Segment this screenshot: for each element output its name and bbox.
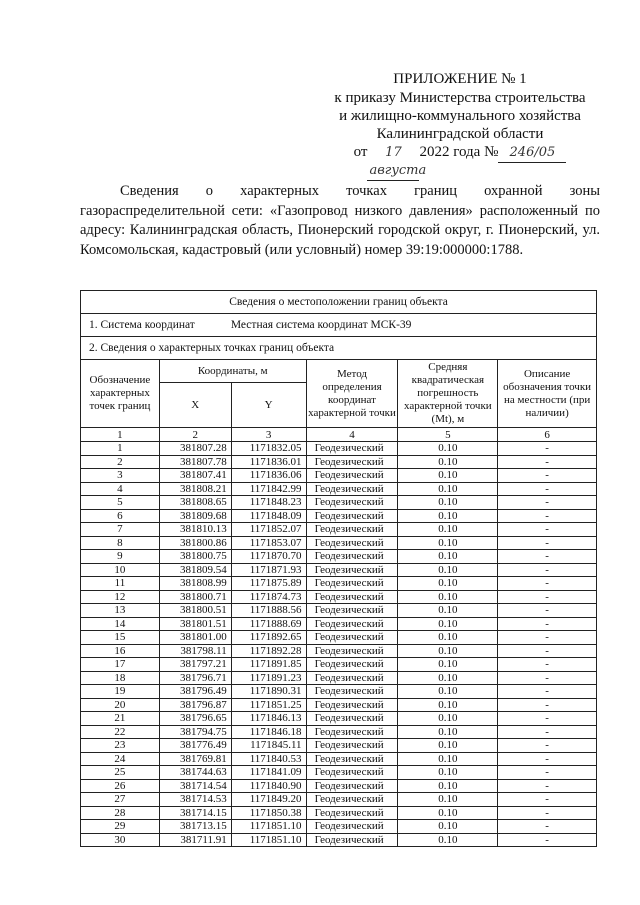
- col-coords-header: Координаты, м: [159, 360, 306, 383]
- method-cell: Геодезический: [306, 617, 398, 631]
- col-desc-header: Описание обозначения точки на местности (при наличии): [498, 360, 597, 428]
- point-id-cell: 28: [81, 806, 160, 820]
- col-error-header: Средняя квадратическая погрешность характерной точки (Mt), м: [398, 360, 498, 428]
- error-cell: 0.10: [398, 685, 498, 699]
- description-cell: -: [498, 685, 597, 699]
- error-cell: 0.10: [398, 752, 498, 766]
- method-cell: Геодезический: [306, 766, 398, 780]
- x-coord-cell: 381808.99: [159, 577, 231, 591]
- x-coord-cell: 381810.13: [159, 523, 231, 537]
- x-coord-cell: 381807.78: [159, 455, 231, 469]
- error-cell: 0.10: [398, 482, 498, 496]
- description-cell: -: [498, 644, 597, 658]
- description-cell: -: [498, 469, 597, 483]
- description-cell: -: [498, 496, 597, 510]
- table-row: [81, 604, 597, 618]
- x-coord-cell: 381807.41: [159, 469, 231, 483]
- description-cell: -: [498, 820, 597, 834]
- error-cell: 0.10: [398, 469, 498, 483]
- table-row: [81, 658, 597, 672]
- x-coord-cell: 381714.53: [159, 793, 231, 807]
- table-row: [81, 563, 597, 577]
- description-cell: -: [498, 509, 597, 523]
- table-row: [81, 550, 597, 564]
- error-cell: 0.10: [398, 455, 498, 469]
- table-row: [81, 698, 597, 712]
- method-cell: Геодезический: [306, 604, 398, 618]
- y-coord-cell: 1171875.89: [231, 577, 306, 591]
- error-cell: 0.10: [398, 590, 498, 604]
- description-cell: -: [498, 523, 597, 537]
- description-cell: -: [498, 806, 597, 820]
- error-cell: 0.10: [398, 779, 498, 793]
- description-cell: -: [498, 671, 597, 685]
- description-cell: -: [498, 712, 597, 726]
- table-row: [81, 779, 597, 793]
- y-coord-cell: 1171888.56: [231, 604, 306, 618]
- method-cell: Геодезический: [306, 496, 398, 510]
- table-row: [81, 442, 597, 456]
- method-cell: Геодезический: [306, 550, 398, 564]
- description-cell: -: [498, 577, 597, 591]
- table-row: [81, 455, 597, 469]
- table-row: [81, 631, 597, 645]
- error-cell: 0.10: [398, 820, 498, 834]
- col-number: 6: [498, 428, 597, 442]
- method-cell: Геодезический: [306, 671, 398, 685]
- table-row: [81, 577, 597, 591]
- error-cell: 0.10: [398, 631, 498, 645]
- x-coord-cell: 381801.00: [159, 631, 231, 645]
- table-row: [81, 644, 597, 658]
- point-id-cell: 27: [81, 793, 160, 807]
- x-coord-cell: 381796.65: [159, 712, 231, 726]
- x-coord-cell: 381809.68: [159, 509, 231, 523]
- point-id-cell: 15: [81, 631, 160, 645]
- x-coord-cell: 381796.71: [159, 671, 231, 685]
- description-cell: -: [498, 482, 597, 496]
- x-coord-cell: 381769.81: [159, 752, 231, 766]
- description-cell: -: [498, 563, 597, 577]
- y-coord-cell: 1171846.18: [231, 725, 306, 739]
- x-coord-cell: 381798.11: [159, 644, 231, 658]
- table-row: [81, 685, 597, 699]
- y-coord-cell: 1171836.01: [231, 455, 306, 469]
- description-cell: -: [498, 442, 597, 456]
- coord-system-label: 1. Система координат: [89, 319, 195, 331]
- table-row: [81, 793, 597, 807]
- y-coord-cell: 1171848.09: [231, 509, 306, 523]
- intro-paragraph: [80, 182, 600, 260]
- method-cell: Геодезический: [306, 806, 398, 820]
- method-cell: Геодезический: [306, 833, 398, 847]
- point-id-cell: 23: [81, 739, 160, 753]
- error-cell: 0.10: [398, 442, 498, 456]
- table-row: [81, 712, 597, 726]
- method-cell: Геодезический: [306, 820, 398, 834]
- error-cell: 0.10: [398, 806, 498, 820]
- description-cell: -: [498, 793, 597, 807]
- error-cell: 0.10: [398, 698, 498, 712]
- point-id-cell: 24: [81, 752, 160, 766]
- x-coord-cell: 381776.49: [159, 739, 231, 753]
- error-cell: 0.10: [398, 833, 498, 847]
- error-cell: 0.10: [398, 712, 498, 726]
- y-coord-cell: 1171874.73: [231, 590, 306, 604]
- y-coord-cell: 1171848.23: [231, 496, 306, 510]
- handwritten-number: 246/05: [498, 144, 566, 163]
- x-coord-cell: 381797.21: [159, 658, 231, 672]
- date-prefix: от: [353, 144, 368, 160]
- y-coord-cell: 1171842.99: [231, 482, 306, 496]
- y-coord-cell: 1171840.90: [231, 779, 306, 793]
- error-cell: 0.10: [398, 766, 498, 780]
- y-coord-cell: 1171850.38: [231, 806, 306, 820]
- point-id-cell: 2: [81, 455, 160, 469]
- description-cell: -: [498, 698, 597, 712]
- y-coord-cell: 1171851.10: [231, 820, 306, 834]
- point-id-cell: 5: [81, 496, 160, 510]
- error-cell: 0.10: [398, 793, 498, 807]
- appendix-title: ПРИЛОЖЕНИЕ № 1: [393, 71, 527, 87]
- x-coord-cell: 381796.49: [159, 685, 231, 699]
- y-coord-cell: 1171840.53: [231, 752, 306, 766]
- method-cell: Геодезический: [306, 698, 398, 712]
- intro-text: Сведения о характерных точках границ охранной зоны газораспределительной сети: «Газопровод низкого давления» расположенный по адресу: Калининградская область, Пионерский городской округ, г. Пионерский, ул. Комсомольская, кадастровый (или условный) номер 39:19:000000:1788.: [80, 183, 600, 258]
- y-coord-cell: 1171851.10: [231, 833, 306, 847]
- order-date-line: [290, 143, 630, 181]
- x-coord-cell: 381800.75: [159, 550, 231, 564]
- description-cell: -: [498, 766, 597, 780]
- method-cell: Геодезический: [306, 563, 398, 577]
- method-cell: Геодезический: [306, 536, 398, 550]
- error-cell: 0.10: [398, 496, 498, 510]
- y-coord-cell: 1171871.93: [231, 563, 306, 577]
- error-cell: 0.10: [398, 725, 498, 739]
- error-cell: 0.10: [398, 604, 498, 618]
- x-coord-cell: 381800.71: [159, 590, 231, 604]
- x-coord-cell: 381711.91: [159, 833, 231, 847]
- y-coord-cell: 1171890.31: [231, 685, 306, 699]
- col-method-header: Метод определения координат характерной точки: [306, 360, 398, 428]
- description-cell: -: [498, 752, 597, 766]
- description-cell: -: [498, 833, 597, 847]
- y-coord-cell: 1171845.11: [231, 739, 306, 753]
- error-cell: 0.10: [398, 739, 498, 753]
- method-cell: Геодезический: [306, 631, 398, 645]
- method-cell: Геодезический: [306, 455, 398, 469]
- y-coord-cell: 1171892.28: [231, 644, 306, 658]
- table-row: [81, 806, 597, 820]
- description-cell: -: [498, 725, 597, 739]
- error-cell: 0.10: [398, 563, 498, 577]
- point-id-cell: 8: [81, 536, 160, 550]
- point-id-cell: 30: [81, 833, 160, 847]
- y-coord-cell: 1171851.25: [231, 698, 306, 712]
- description-cell: -: [498, 779, 597, 793]
- col-number: 5: [398, 428, 498, 442]
- description-cell: -: [498, 631, 597, 645]
- table-row: [81, 820, 597, 834]
- y-coord-cell: 1171891.23: [231, 671, 306, 685]
- table-row: [81, 482, 597, 496]
- column-header-row-1: [81, 360, 597, 383]
- description-cell: -: [498, 550, 597, 564]
- x-coord-cell: 381809.54: [159, 563, 231, 577]
- point-id-cell: 16: [81, 644, 160, 658]
- error-cell: 0.10: [398, 536, 498, 550]
- coord-system-row: [81, 314, 597, 337]
- point-id-cell: 11: [81, 577, 160, 591]
- y-coord-cell: 1171888.69: [231, 617, 306, 631]
- point-id-cell: 9: [81, 550, 160, 564]
- col-number: 4: [306, 428, 398, 442]
- point-id-cell: 14: [81, 617, 160, 631]
- boundary-points-table: [80, 290, 597, 847]
- point-id-cell: 17: [81, 658, 160, 672]
- description-cell: -: [498, 455, 597, 469]
- y-coord-cell: 1171891.85: [231, 658, 306, 672]
- x-coord-cell: 381800.51: [159, 604, 231, 618]
- table-row: [81, 469, 597, 483]
- description-cell: -: [498, 617, 597, 631]
- appendix-header: [290, 70, 630, 181]
- point-id-cell: 6: [81, 509, 160, 523]
- error-cell: 0.10: [398, 617, 498, 631]
- x-coord-cell: 381796.87: [159, 698, 231, 712]
- x-coord-cell: 381801.51: [159, 617, 231, 631]
- table-title-row: [81, 291, 597, 314]
- column-number-row: [81, 428, 597, 442]
- x-coord-cell: 381794.75: [159, 725, 231, 739]
- point-id-cell: 4: [81, 482, 160, 496]
- point-id-cell: 7: [81, 523, 160, 537]
- point-id-cell: 19: [81, 685, 160, 699]
- x-coord-cell: 381807.28: [159, 442, 231, 456]
- section2-title: 2. Сведения о характерных точках границ объекта: [81, 337, 597, 360]
- point-id-cell: 1: [81, 442, 160, 456]
- x-coord-cell: 381713.15: [159, 820, 231, 834]
- method-cell: Геодезический: [306, 685, 398, 699]
- point-id-cell: 29: [81, 820, 160, 834]
- description-cell: -: [498, 739, 597, 753]
- col-number: 1: [81, 428, 160, 442]
- table-row: [81, 617, 597, 631]
- y-coord-cell: 1171870.70: [231, 550, 306, 564]
- table-row: [81, 766, 597, 780]
- x-coord-cell: 381714.54: [159, 779, 231, 793]
- y-coord-cell: 1171846.13: [231, 712, 306, 726]
- y-coord-cell: 1171853.07: [231, 536, 306, 550]
- point-id-cell: 10: [81, 563, 160, 577]
- table-title: Сведения о местоположении границ объекта: [81, 291, 597, 314]
- point-id-cell: 20: [81, 698, 160, 712]
- y-coord-cell: 1171841.09: [231, 766, 306, 780]
- error-cell: 0.10: [398, 550, 498, 564]
- error-cell: 0.10: [398, 523, 498, 537]
- y-coord-cell: 1171849.20: [231, 793, 306, 807]
- description-cell: -: [498, 658, 597, 672]
- method-cell: Геодезический: [306, 482, 398, 496]
- y-coord-cell: 1171852.07: [231, 523, 306, 537]
- error-cell: 0.10: [398, 658, 498, 672]
- order-line-3: Калининградской области: [376, 126, 544, 142]
- method-cell: Геодезический: [306, 509, 398, 523]
- col-x-header: X: [159, 383, 231, 428]
- method-cell: Геодезический: [306, 739, 398, 753]
- method-cell: Геодезический: [306, 658, 398, 672]
- table-row: [81, 671, 597, 685]
- point-id-cell: 21: [81, 712, 160, 726]
- x-coord-cell: 381744.63: [159, 766, 231, 780]
- point-id-cell: 26: [81, 779, 160, 793]
- x-coord-cell: 381800.86: [159, 536, 231, 550]
- error-cell: 0.10: [398, 577, 498, 591]
- method-cell: Геодезический: [306, 712, 398, 726]
- y-coord-cell: 1171836.06: [231, 469, 306, 483]
- table-row: [81, 523, 597, 537]
- method-cell: Геодезический: [306, 523, 398, 537]
- table-row: [81, 739, 597, 753]
- point-id-cell: 22: [81, 725, 160, 739]
- table-row: [81, 725, 597, 739]
- method-cell: Геодезический: [306, 793, 398, 807]
- order-line-2: и жилищно-коммунального хозяйства: [339, 108, 581, 124]
- col-point-header: Обозначение характерных точек границ: [81, 360, 160, 428]
- point-id-cell: 3: [81, 469, 160, 483]
- method-cell: Геодезический: [306, 469, 398, 483]
- error-cell: 0.10: [398, 671, 498, 685]
- description-cell: -: [498, 590, 597, 604]
- error-cell: 0.10: [398, 509, 498, 523]
- table-row: [81, 590, 597, 604]
- section2-row: [81, 337, 597, 360]
- method-cell: Геодезический: [306, 725, 398, 739]
- method-cell: Геодезический: [306, 644, 398, 658]
- x-coord-cell: 381808.65: [159, 496, 231, 510]
- order-line-1: к приказу Министерства строительства: [334, 90, 586, 106]
- table-row: [81, 833, 597, 847]
- col-number: 3: [231, 428, 306, 442]
- table-row: [81, 752, 597, 766]
- method-cell: Геодезический: [306, 442, 398, 456]
- method-cell: Геодезический: [306, 577, 398, 591]
- date-year: 2022 года №: [419, 144, 499, 160]
- description-cell: -: [498, 604, 597, 618]
- x-coord-cell: 381808.21: [159, 482, 231, 496]
- point-id-cell: 13: [81, 604, 160, 618]
- method-cell: Геодезический: [306, 752, 398, 766]
- y-coord-cell: 1171832.05: [231, 442, 306, 456]
- table-row: [81, 496, 597, 510]
- table-row: [81, 536, 597, 550]
- error-cell: 0.10: [398, 644, 498, 658]
- table-row: [81, 509, 597, 523]
- y-coord-cell: 1171892.65: [231, 631, 306, 645]
- coord-system-value: Местная система координат МСК-39: [230, 319, 412, 331]
- method-cell: Геодезический: [306, 590, 398, 604]
- x-coord-cell: 381714.15: [159, 806, 231, 820]
- col-number: 2: [159, 428, 231, 442]
- col-y-header: Y: [231, 383, 306, 428]
- method-cell: Геодезический: [306, 779, 398, 793]
- description-cell: -: [498, 536, 597, 550]
- point-id-cell: 12: [81, 590, 160, 604]
- point-id-cell: 18: [81, 671, 160, 685]
- handwritten-date: 17 августа: [367, 144, 419, 181]
- point-id-cell: 25: [81, 766, 160, 780]
